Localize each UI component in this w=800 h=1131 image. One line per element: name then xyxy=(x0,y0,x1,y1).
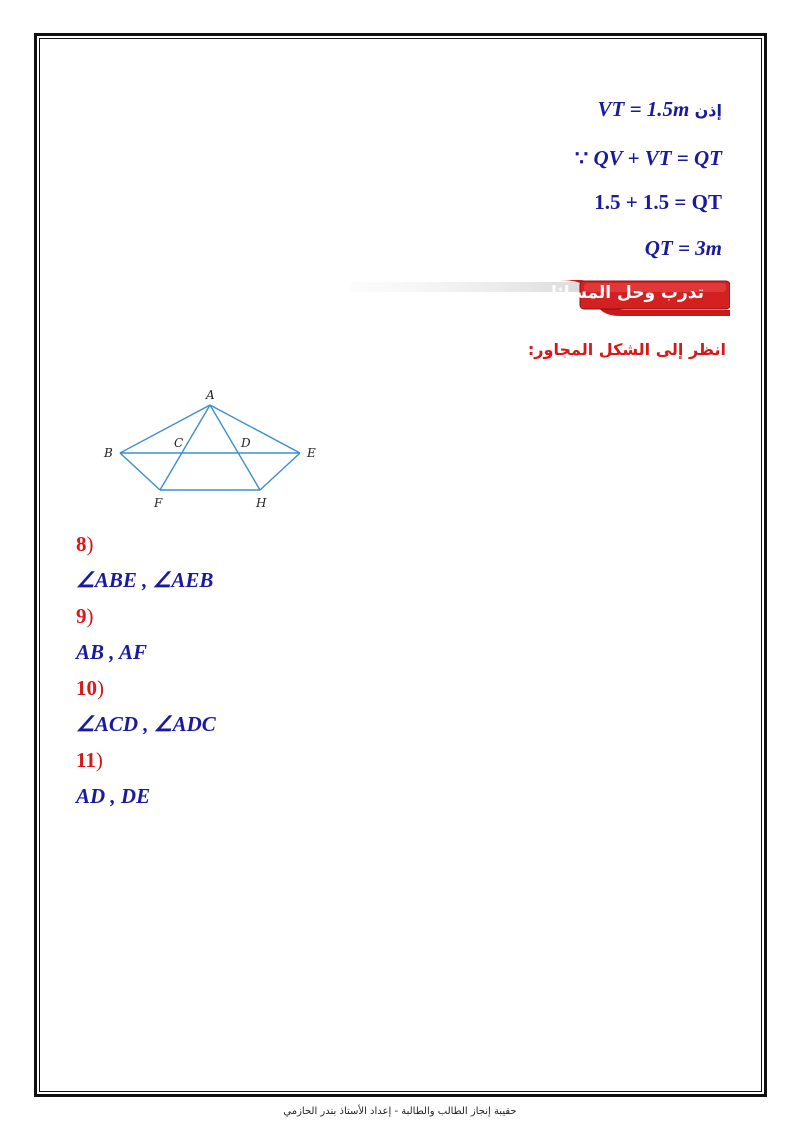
answer-number-9: 9) xyxy=(76,604,94,628)
point-label-f: F xyxy=(154,496,163,510)
math-line-2 xyxy=(575,146,722,171)
math-line-3 xyxy=(594,190,722,215)
math-line-1 xyxy=(598,97,723,122)
math-line-4 xyxy=(645,236,722,261)
answer-value-11: AD , DE xyxy=(76,784,151,808)
answer-number-10: 10) xyxy=(76,676,104,700)
point-label-a: A xyxy=(206,388,215,402)
answer-number-8: 8) xyxy=(76,532,94,556)
math-line-2-expr: QV + VT = QT xyxy=(593,146,722,170)
instruction-text: انظر إلى الشكل المجاور: xyxy=(527,340,726,359)
section-title: تدرب وحل المسائل xyxy=(542,283,704,303)
math-line-4-expr: QT = 3m xyxy=(644,236,722,260)
geometry-figure xyxy=(100,385,330,515)
answer-number-11: 11) xyxy=(76,748,103,772)
point-label-h: H xyxy=(256,496,267,510)
math-line-1-expr: VT = 1.5m xyxy=(597,97,690,121)
answer-value-10: ∠ACD , ∠ADC xyxy=(76,712,216,736)
answer-value-8: ∠ABE , ∠AEB xyxy=(76,568,214,592)
math-line-3-expr: 1.5 + 1.5 = QT xyxy=(594,190,722,214)
because-symbol: ∵ xyxy=(574,146,589,170)
point-label-d: D xyxy=(241,436,251,450)
point-label-e: E xyxy=(307,446,316,460)
page-footer: حقيبة إنجاز الطالب والطالبة - إعداد الأستاذ بندر الحازمي xyxy=(283,1106,517,1117)
math-line-1-arabic: إذن xyxy=(694,101,722,120)
answer-value-9: AB , AF xyxy=(76,640,147,664)
point-label-c: C xyxy=(174,436,184,450)
point-label-b: B xyxy=(104,446,113,460)
